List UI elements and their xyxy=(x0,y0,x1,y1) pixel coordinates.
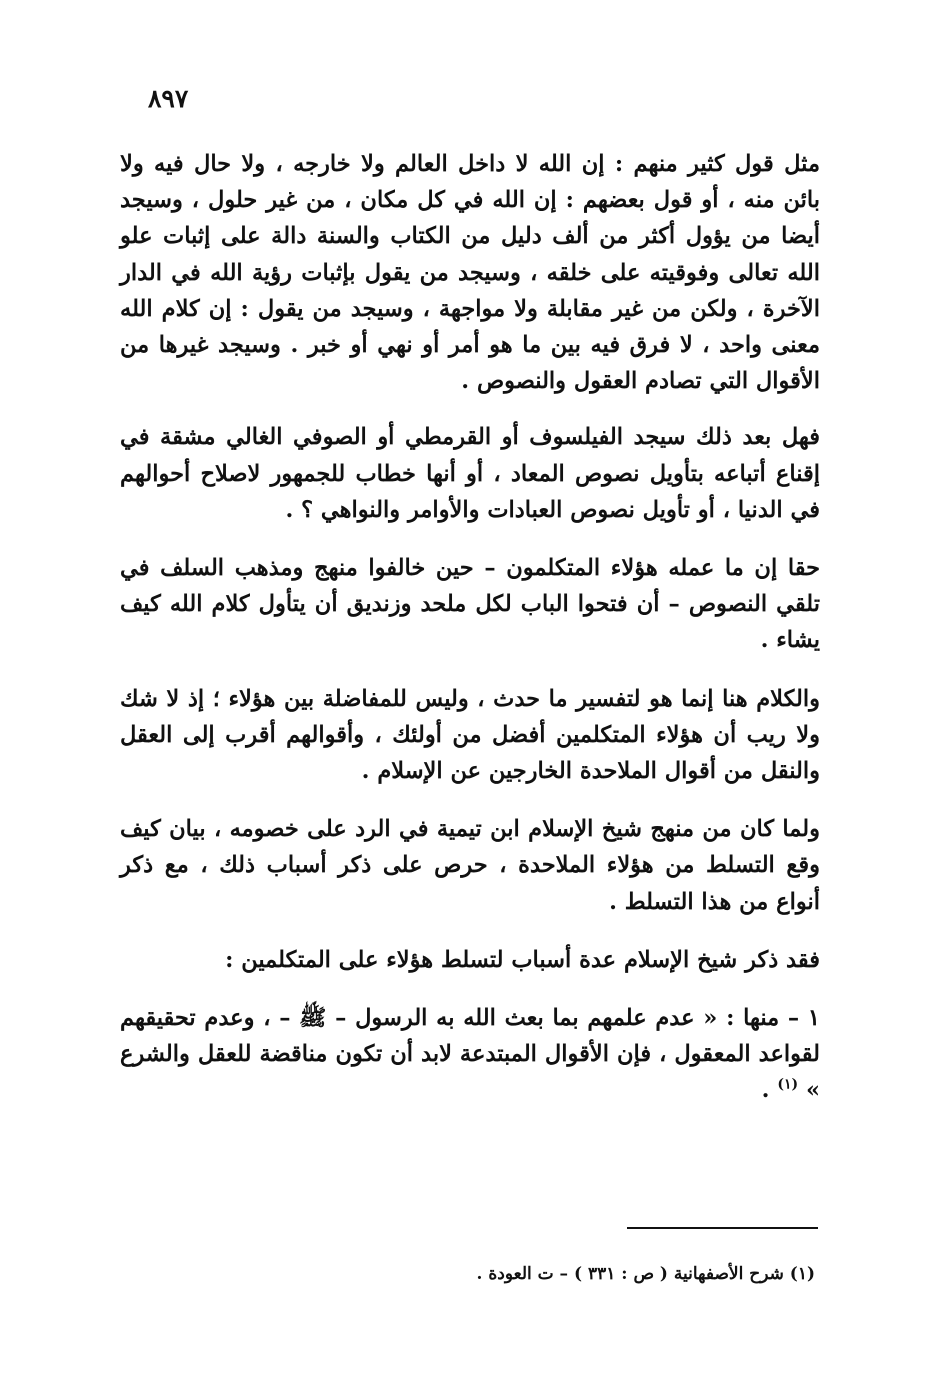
paragraph-1: مثل قول كثير منهم : إن الله لا داخل العالم ولا خارجه ، ولا حال فيه ولا بائن منه ، أو قول بعضهم : إن الله في كل مكان ، من غير حلول ، وسيجد أيضا من يؤول أكثر من ألف دليل من الكتاب والسنة دالة على إثبات علو الله تعالى وفوقيته على خلقه ، وسيجد من يقول بإثبات رؤية الله في الدار الآخرة ، ولكن من غير مقابلة ولا مواجهة ، وسيجد من يقول : إن كلام الله معنى واحد ، لا فرق فيه بين ما هو أمر أو نهي أو خبر . وسيجد غيرها من الأقوال التي تصادم العقول والنصوص . xyxy=(120,151,820,395)
paragraph-4: والكلام هنا إنما هو لتفسير ما حدث ، وليس للمفاضلة بين هؤلاء ؛ إذ لا شك ولا ريب أن هؤلاء المتكلمين أفضل من أولئك ، وأقوالهم أقرب إلى العقل والنقل من أقوال الملاحدة الخارجين عن الإسلام . xyxy=(120,685,820,785)
paragraph-7 xyxy=(120,1000,820,1109)
paragraph-7-text: ١ – منها : « عدم علمهم بما بعث الله به الرسول – ﷺ – ، وعدم تحقيقهم لقواعد المعقول ، فإن الأقوال المبتدعة لابد أن تكون مناقضة للعقل والشرع » xyxy=(120,1005,820,1104)
page-number: ٨٩٧ xyxy=(148,84,189,113)
paragraph-2: فهل بعد ذلك سيجد الفيلسوف أو القرمطي أو الصوفي الغالي مشقة في إقناع أتباعه بتأويل نصوص المعاد ، أو أنها خطاب للجمهور لاصلاح أحوالهم في الدنيا ، أو تأويل نصوص العبادات والأوامر والنواهي ؟ . xyxy=(120,424,820,523)
footnote-divider xyxy=(627,1227,818,1229)
paragraph-6: فقد ذكر شيخ الإسلام عدة أسباب لتسلط هؤلاء على المتكلمين : xyxy=(225,946,820,973)
paragraph-3: حقا إن ما عمله هؤلاء المتكلمون – حين خالفوا منهج ومذهب السلف في تلقي النصوص – أن فتحوا الباب لكل ملحد وزنديق أن يتأول كلام الله كيف يشاء . xyxy=(120,555,820,654)
paragraph-5: ولما كان من منهج شيخ الإسلام ابن تيمية في الرد على خصومه ، بيان كيف وقع التسلط من هؤلاء الملاحدة ، حرص على ذكر أسباب ذلك ، مع ذكر أنواع من هذا التسلط . xyxy=(120,816,821,915)
paragraph-7-end: . xyxy=(761,1077,778,1104)
footnote: (١) شرح الأصفهانية ( ص : ٣٣١ ) – ت العودة . xyxy=(476,1264,815,1284)
body-text xyxy=(120,146,820,1109)
footnote-marker: (١) xyxy=(777,1076,799,1093)
